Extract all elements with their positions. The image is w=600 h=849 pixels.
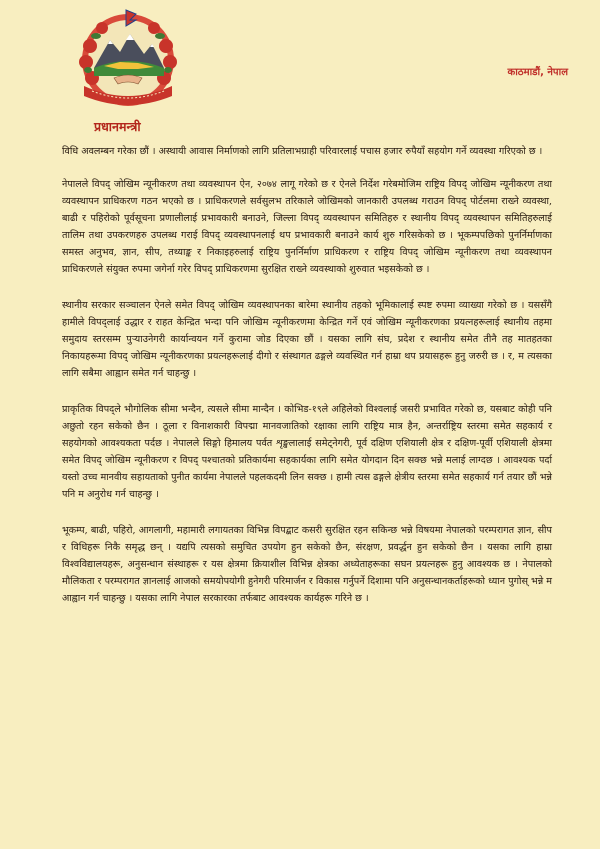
paragraph: नेपालले विपद् जोखिम न्यूनीकरण तथा व्यवस्थापन ऐन, २०७४ लागू गरेको छ र ऐनले निर्देश गरेबमोजिम राष्ट्रिय विपद् जोखिम न्यूनीकरण तथा व्यवस्थापन प्राधिकरण गठन भएको छ । प्राधिकरणले सर्वसुलभ तरिकाले जोखिमको जानकारी उपलब्ध गराउन विपद् पोर्टलमा राख्ने व्यवस्था, बाढी र पहिरोको पूर्वसूचना प्रणालीलाई प्रभावकारी बनाउने, जिल्ला विपद् व्यवस्थापन समितिहरु र स्थानीय विपद् व्यवस्थापन समितिहरुलाई तालिम तथा उपकरणहरु उपलब्ध गराई विपद् व्यवस्थापनलाई थप प्रभावकारी बनाउने कार्य शुरु गरिसकेको छ । भूकम्पपछिको पुनर्निर्माणका समस्त अनुभव, ज्ञान, सीप, तथ्याङ्क र निकाइहरुलाई राष्ट्रिय पुनर्निर्माण प्राधिकरण र राष्ट्रिय विपद् जोखिम न्यूनीकरण तथा व्यवस्थापन प्राधिकरणले संयुक्त रुपमा जगेर्ना गरेर विपद् प्राधिकरणमा सुरक्षित राख्ने व्यवस्थाको शुरुवात भइसकेको छ । bbox=[62, 179, 552, 275]
paragraph: भूकम्प, बाढी, पहिरो, आगलागी, महामारी लगायतका विभिन्न विपद्बाट कसरी सुरक्षित रहन सकिन्छ भन्ने विषयमा नेपालको परम्परागत ज्ञान, सीप र विधिहरू निकै समृद्ध छन् । यद्यपि त्यसको समुचित उपयोग हुन सकेको छैन, संरक्षण, प्रवर्द्धन हुन सकेको छैन । यसका लागि हाम्रा विश्वविद्यालयहरू, अनुसन्धान संस्थाहरू र यस क्षेत्रमा क्रियाशील विभिन्न क्षेत्रका अध्येताहरूका सघन प्रयत्नहरू हुनु आवश्यक छ । नेपालको मौलिकता र परम्परागत ज्ञानलाई आजको समयोपयोगी हुनेगरी परिमार्जन र विकास गर्नुपर्ने दिशामा पनि अनुसन्धानकर्ताहरूको ध्यान पुगोस् भन्ने म आह्वान गर्न चाहन्छु । यसका लागि नेपाल सरकारका तर्फबाट आवश्यक कार्यहरू गरिने छ । bbox=[62, 525, 552, 604]
place-label: काठमाडौं, नेपाल bbox=[507, 67, 568, 78]
paragraph: विधि अवलम्बन गरेका छौं । अस्थायी आवास निर्माणको लागि प्रतिलाभग्राही परिवारलाई पचास हजार रुपैयाँ सहयोग गर्ने व्यवस्था गरिएको छ । bbox=[62, 146, 543, 157]
letter-body bbox=[62, 143, 552, 626]
paragraph: प्राकृतिक विपद्ले भौगोलिक सीमा भन्दैन, त्यसले सीमा मान्दैन । कोभिड-१९ले अहिलेको विश्वलाई जसरी प्रभावित गरेको छ, यसबाट कोही पनि अछुतो रहन सकेको छैन । ठूला र विनाशकारी विपद्मा मानवजातिको रक्षाका लागि राष्ट्रिय मात्र हैन, अन्तर्राष्ट्रिय स्तरमा समेत सहकार्य र सहयोगको आवश्यकता पर्दछ । नेपालले सिङ्गो हिमालय पर्वत शृङ्खलालाई समेट्नेगरी, पूर्व दक्षिण एशियाली क्षेत्र र दक्षिण-पूर्वी एशियाली क्षेत्रमा समेत विपद् जोखिम न्यूनीकरण र विपद् पश्चातको प्रतिकार्यमा सहकार्यका लागि समेत योगदान दिन सक्छ भन्ने मलाई लाग्दछ । आवश्यक पर्दा यस्तो उच्च मानवीय सहायताको पुनीत कार्यमा नेपालले पहलकदमी लिन सक्छ । हामी त्यस ढङ्गले क्षेत्रीय स्तरमा समेत सहकार्य गर्न तयार छौं भन्ने पनि म अनुरोध गर्न चाहन्छु । bbox=[62, 404, 552, 500]
paragraph: स्थानीय सरकार सञ्चालन ऐनले समेत विपद् जोखिम व्यवस्थापनका बारेमा स्थानीय तहको भूमिकालाई स्पष्ट रुपमा व्याख्या गरेको छ । यससँगै हामीले विपद्लाई उद्धार र राहत केन्द्रित भन्दा पनि जोखिम न्यूनीकरणमा केन्द्रित गर्ने एवं जोखिम न्यूनीकरणका प्रयत्नहरूलाई स्थानीय तहमा समुदाय स्तरसम्म पुऱ्याउनेगरी कार्यान्वयन गर्ने कुरामा जोड दिएका छौं । यसका लागि संघ, प्रदेश र स्थानीय समेत तीनै तह मातहतका निकायहरूमा विपद् जोखिम न्यूनीकरणका प्रयत्नहरूलाई दीगो र संस्थागत ढङ्गले व्यवस्थित गर्न हाम्रा थप प्रयासहरू हुनु जरुरी छ । र, म त्यसका लागि सबैमा आह्वान समेत गर्न चाहन्छु । bbox=[62, 300, 552, 379]
office-title: प्रधानमन्त्री bbox=[94, 119, 141, 134]
nepal-coat-of-arms-icon bbox=[74, 6, 182, 112]
